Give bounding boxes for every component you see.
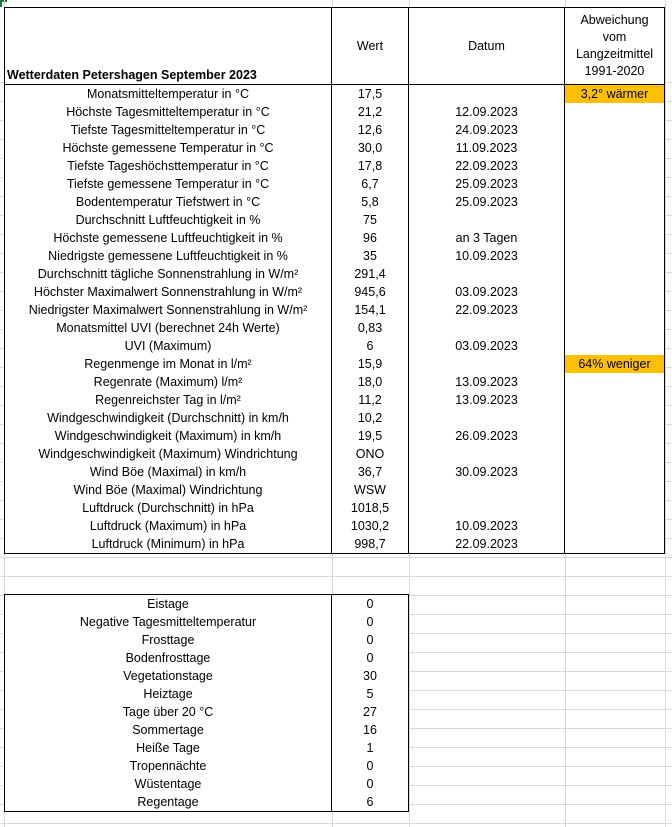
table-row: [5, 211, 665, 229]
cell-wert[interactable]: 96: [332, 229, 409, 247]
cell-label[interactable]: Bodentemperatur Tiefstwert in °C: [5, 193, 332, 211]
cell-datum[interactable]: an 3 Tagen: [409, 229, 565, 247]
cell-label[interactable]: Frosttage: [5, 631, 332, 649]
cell-wert[interactable]: ONO: [332, 445, 409, 463]
table-row: [5, 595, 409, 614]
cell-wert[interactable]: 19,5: [332, 427, 409, 445]
cell-abweichung[interactable]: [565, 301, 665, 319]
table-row: [5, 613, 409, 631]
cell-datum[interactable]: 30.09.2023: [409, 463, 565, 481]
table-row: [5, 757, 409, 775]
cell-datum[interactable]: [409, 355, 565, 373]
cell-abweichung[interactable]: 64% weniger: [565, 355, 665, 373]
cell-datum[interactable]: 26.09.2023: [409, 427, 565, 445]
cell-datum[interactable]: [409, 85, 565, 104]
cell-label[interactable]: Wüstentage: [5, 775, 332, 793]
weather-data-table: [4, 7, 665, 554]
cell-abweichung[interactable]: [565, 337, 665, 355]
table-row: [5, 649, 409, 667]
cell-wert[interactable]: 6: [332, 793, 409, 812]
gridline-horizontal: [0, 823, 672, 824]
cell-wert[interactable]: 36,7: [332, 463, 409, 481]
cell-label[interactable]: Luftdruck (Durchschnitt) in hPa: [5, 499, 332, 517]
cell-label[interactable]: Monatsmittel UVI (berechnet 24h Werte): [5, 319, 332, 337]
cell-abweichung[interactable]: [565, 499, 665, 517]
cell-wert[interactable]: 1030,2: [332, 517, 409, 535]
cell-label[interactable]: Negative Tagesmitteltemperatur: [5, 613, 332, 631]
cell-datum[interactable]: 10.09.2023: [409, 247, 565, 265]
cell-wert[interactable]: 18,0: [332, 373, 409, 391]
cell-wert[interactable]: 16: [332, 721, 409, 739]
cell-label[interactable]: Tiefste Tagesmitteltemperatur in °C: [5, 121, 332, 139]
table-row: [5, 193, 665, 211]
cell-label[interactable]: Wind Böe (Maximal) Windrichtung: [5, 481, 332, 499]
cell-abweichung[interactable]: [565, 373, 665, 391]
cell-wert[interactable]: 0,83: [332, 319, 409, 337]
cell-wert[interactable]: 17,8: [332, 157, 409, 175]
cell-datum[interactable]: 12.09.2023: [409, 103, 565, 121]
cell-abweichung[interactable]: [565, 157, 665, 175]
table-row: [5, 283, 665, 301]
cell-label[interactable]: Niedrigste gemessene Luftfeuchtigkeit in %: [5, 247, 332, 265]
cell-wert[interactable]: 30,0: [332, 139, 409, 157]
cell-label[interactable]: Wind Böe (Maximal) in km/h: [5, 463, 332, 481]
cell-datum[interactable]: 25.09.2023: [409, 175, 565, 193]
table-row: [5, 355, 665, 373]
table-row: [5, 685, 409, 703]
cell-label[interactable]: Regenreichster Tag in l/m²: [5, 391, 332, 409]
cell-abweichung[interactable]: [565, 445, 665, 463]
cell-wert[interactable]: 21,2: [332, 103, 409, 121]
cell-label[interactable]: UVI (Maximum): [5, 337, 332, 355]
cell-datum[interactable]: [409, 481, 565, 499]
cell-abweichung[interactable]: [565, 535, 665, 554]
cell-label[interactable]: Höchste gemessene Temperatur in °C: [5, 139, 332, 157]
cell-wert[interactable]: 15,9: [332, 355, 409, 373]
table-row: [5, 103, 665, 121]
cell-wert[interactable]: 12,6: [332, 121, 409, 139]
cell-label[interactable]: Vegetationstage: [5, 667, 332, 685]
table-row: [5, 445, 665, 463]
cell-datum[interactable]: 22.09.2023: [409, 157, 565, 175]
cell-label[interactable]: Windgeschwindigkeit (Maximum) Windrichtung: [5, 445, 332, 463]
table-row: [5, 157, 665, 175]
cell-label[interactable]: Höchster Maximalwert Sonnenstrahlung in W/m²: [5, 283, 332, 301]
cell-wert[interactable]: 1: [332, 739, 409, 757]
table-row: [5, 631, 409, 649]
column-header-datum[interactable]: Datum: [409, 8, 565, 85]
cell-wert[interactable]: 75: [332, 211, 409, 229]
cell-datum[interactable]: [409, 499, 565, 517]
cell-label[interactable]: Monatsmitteltemperatur in °C: [5, 85, 332, 104]
cell-abweichung[interactable]: 3,2° wärmer: [565, 85, 665, 104]
cell-wert[interactable]: 6: [332, 337, 409, 355]
cell-label[interactable]: Eistage: [5, 595, 332, 614]
cell-wert[interactable]: 0: [332, 649, 409, 667]
cell-label[interactable]: Luftdruck (Minimum) in hPa: [5, 535, 332, 554]
gridline-horizontal: [0, 557, 672, 558]
cell-label[interactable]: Heiztage: [5, 685, 332, 703]
table-row: [5, 667, 409, 685]
cell-abweichung[interactable]: [565, 121, 665, 139]
cell-wert[interactable]: 0: [332, 595, 409, 614]
table-row: [5, 409, 665, 427]
table-title[interactable]: Wetterdaten Petershagen September 2023: [5, 8, 332, 85]
cell-wert[interactable]: WSW: [332, 481, 409, 499]
cell-datum[interactable]: [409, 409, 565, 427]
table-row: [5, 85, 665, 104]
cell-abweichung[interactable]: [565, 193, 665, 211]
cell-datum[interactable]: 10.09.2023: [409, 517, 565, 535]
cell-label[interactable]: Tage über 20 °C: [5, 703, 332, 721]
table-row: [5, 535, 665, 554]
cell-label[interactable]: Tiefste Tageshöchsttemperatur in °C: [5, 157, 332, 175]
cell-abweichung[interactable]: [565, 211, 665, 229]
cell-datum[interactable]: 03.09.2023: [409, 337, 565, 355]
table-row: [5, 775, 409, 793]
cell-label[interactable]: Durchschnitt Luftfeuchtigkeit in %: [5, 211, 332, 229]
cell-label[interactable]: Tiefste gemessene Temperatur in °C: [5, 175, 332, 193]
cell-datum[interactable]: 22.09.2023: [409, 301, 565, 319]
cell-label[interactable]: Höchste Tagesmitteltemperatur in °C: [5, 103, 332, 121]
cell-abweichung[interactable]: [565, 517, 665, 535]
cell-wert[interactable]: 0: [332, 757, 409, 775]
table-row: [5, 517, 665, 535]
cell-wert[interactable]: 998,7: [332, 535, 409, 554]
table-row: [5, 229, 665, 247]
cell-label[interactable]: Heiße Tage: [5, 739, 332, 757]
cell-label[interactable]: Luftdruck (Maximum) in hPa: [5, 517, 332, 535]
table-row: [5, 721, 409, 739]
cell-label[interactable]: Regenrate (Maximum) l/m²: [5, 373, 332, 391]
table-row: [5, 337, 665, 355]
cell-label[interactable]: Durchschnitt tägliche Sonnenstrahlung in W/m²: [5, 265, 332, 283]
cell-abweichung[interactable]: [565, 391, 665, 409]
table-row: [5, 373, 665, 391]
cell-wert[interactable]: 154,1: [332, 301, 409, 319]
table-row: [5, 319, 665, 337]
days-count-table: [4, 594, 409, 812]
cell-datum[interactable]: 22.09.2023: [409, 535, 565, 554]
cell-abweichung[interactable]: [565, 319, 665, 337]
cell-wert[interactable]: 1018,5: [332, 499, 409, 517]
cell-label[interactable]: Bodenfrosttage: [5, 649, 332, 667]
cell-abweichung[interactable]: [565, 229, 665, 247]
cell-abweichung[interactable]: [565, 409, 665, 427]
cell-label[interactable]: Niedrigster Maximalwert Sonnenstrahlung in W/m²: [5, 301, 332, 319]
table-row: [5, 463, 665, 481]
table-row: [5, 301, 665, 319]
cell-datum[interactable]: 25.09.2023: [409, 193, 565, 211]
gridline-vertical: [665, 0, 666, 827]
cell-label[interactable]: Windgeschwindigkeit (Durchschnitt) in km/h: [5, 409, 332, 427]
cell-wert[interactable]: 291,4: [332, 265, 409, 283]
cell-wert[interactable]: 0: [332, 631, 409, 649]
cell-label[interactable]: Regenmenge im Monat in l/m²: [5, 355, 332, 373]
cell-datum[interactable]: 13.09.2023: [409, 373, 565, 391]
cell-datum[interactable]: 03.09.2023: [409, 283, 565, 301]
cell-datum[interactable]: 13.09.2023: [409, 391, 565, 409]
cell-datum[interactable]: [409, 211, 565, 229]
cell-wert[interactable]: 11,2: [332, 391, 409, 409]
cell-wert[interactable]: 35: [332, 247, 409, 265]
cell-abweichung[interactable]: [565, 427, 665, 445]
cell-datum[interactable]: 11.09.2023: [409, 139, 565, 157]
cell-label[interactable]: Tropennächte: [5, 757, 332, 775]
cell-wert[interactable]: 30: [332, 667, 409, 685]
cell-wert[interactable]: 0: [332, 613, 409, 631]
table-row: [5, 265, 665, 283]
cell-abweichung[interactable]: [565, 283, 665, 301]
cell-datum[interactable]: [409, 265, 565, 283]
column-header-wert[interactable]: Wert: [332, 8, 409, 85]
table-row: [5, 793, 409, 812]
table-row: [5, 481, 665, 499]
table-row: [5, 175, 665, 193]
cell-datum[interactable]: [409, 445, 565, 463]
cell-wert[interactable]: 10,2: [332, 409, 409, 427]
table-row: [5, 247, 665, 265]
cell-abweichung[interactable]: [565, 103, 665, 121]
column-header-abweichung[interactable]: Abweichung vom Langzeitmittel 1991-2020: [565, 8, 665, 85]
cell-abweichung[interactable]: [565, 247, 665, 265]
cell-wert[interactable]: 27: [332, 703, 409, 721]
cell-label[interactable]: Höchste gemessene Luftfeuchtigkeit in %: [5, 229, 332, 247]
table-row: [5, 739, 409, 757]
gridline-horizontal: [0, 576, 672, 577]
cell-abweichung[interactable]: [565, 175, 665, 193]
cell-label[interactable]: Windgeschwindigkeit (Maximum) in km/h: [5, 427, 332, 445]
cell-wert[interactable]: 5: [332, 685, 409, 703]
cell-wert[interactable]: 0: [332, 775, 409, 793]
cell-wert[interactable]: 6,7: [332, 175, 409, 193]
cell-label[interactable]: Sommertage: [5, 721, 332, 739]
table-row: [5, 139, 665, 157]
header-row: [5, 8, 665, 85]
table-row: [5, 391, 665, 409]
table-row: [5, 703, 409, 721]
cell-abweichung[interactable]: [565, 139, 665, 157]
table-row: [5, 499, 665, 517]
table-row: [5, 427, 665, 445]
cell-wert[interactable]: 945,6: [332, 283, 409, 301]
cell-abweichung[interactable]: [565, 481, 665, 499]
cell-datum[interactable]: [409, 319, 565, 337]
cell-label[interactable]: Regentage: [5, 793, 332, 812]
cell-wert[interactable]: 17,5: [332, 85, 409, 104]
cell-abweichung[interactable]: [565, 265, 665, 283]
table-row: [5, 121, 665, 139]
cell-wert[interactable]: 5,8: [332, 193, 409, 211]
cell-abweichung[interactable]: [565, 463, 665, 481]
cell-datum[interactable]: 24.09.2023: [409, 121, 565, 139]
